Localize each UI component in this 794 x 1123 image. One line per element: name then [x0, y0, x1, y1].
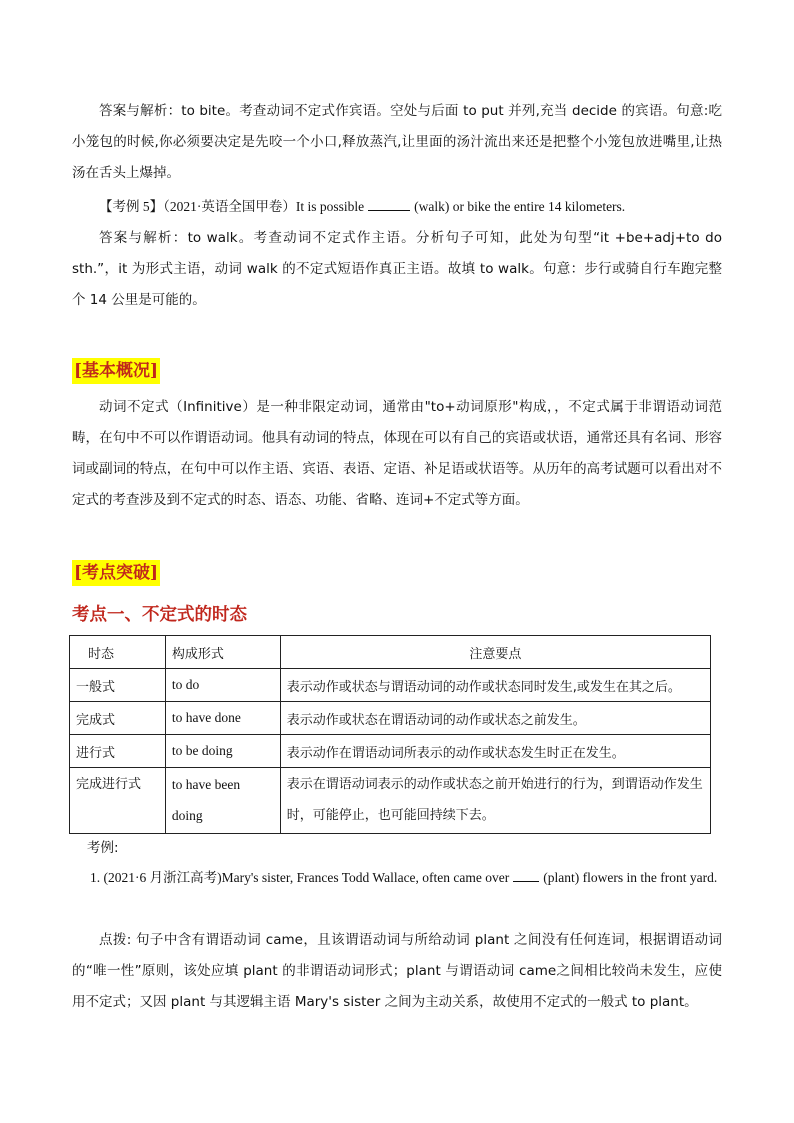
table-header-row	[70, 636, 711, 669]
table-cell: to be doing	[165, 735, 280, 768]
table-row	[70, 669, 711, 702]
table-row	[70, 768, 711, 834]
table-header-cell: 注意要点	[280, 636, 710, 669]
table-cell: to do	[165, 669, 280, 702]
table-row	[70, 702, 711, 735]
answer-blank	[368, 196, 410, 211]
table-cell: 表示动作或状态与谓语动词的动作或状态同时发生,或发生在其之后。	[280, 669, 710, 702]
example-5-line	[72, 191, 722, 222]
answer-blank	[513, 867, 539, 882]
section-heading: 考点一、不定式的时态	[72, 605, 247, 625]
table-cell: 完成进行式	[70, 768, 166, 834]
example-5-suffix: (walk) or bike the entire 14 kilometers.	[414, 199, 626, 214]
basic-overview-tag: [基本概况]	[72, 358, 160, 384]
question-1-suffix: (plant) flowers in the front yard.	[543, 870, 718, 885]
table-cell: 表示在谓语动词表示的动作或状态之前开始进行的行为，到谓语动作发生时，可能停止，也可能回持续下去。	[280, 768, 710, 834]
table-cell: to have done	[165, 702, 280, 735]
answer-analysis-paragraph-1: 答案与解析：to bite。考查动词不定式作宾语。空处与后面 to put 并列,充当 decide 的宾语。句意:吃小笼包的时候,你必须要决定是先咬一个小口,释放蒸汽,让里面的汤汁流出来还是把整个小笼包放进嘴里,让热汤在舌头上爆掉。	[72, 103, 722, 181]
table-cell: 完成式	[70, 702, 166, 735]
table-cell: 一般式	[70, 669, 166, 702]
question-1	[72, 862, 722, 893]
basic-overview-paragraph: 动词不定式（Infinitive）是一种非限定动词，通常由"to+动词原形"构成，，不定式属于非谓语动词范畴，在句中不可以作谓语动词。他具有动词的特点，体现在可以有自己的宾语或状语，通常还具有名词、形容词或副词的特点，在句中可以作主语、宾语、表语、定语、补足语或状语等。从历年的高考试题可以看出对不定式的考查涉及到不定式的时态、语态、功能、省略、连词+不定式等方面。	[72, 399, 722, 508]
table-cell: 表示动作在谓语动词所表示的动作或状态发生时正在发生。	[280, 735, 710, 768]
table-row	[70, 735, 711, 768]
table-cell: 表示动作或状态在谓语动词的动作或状态之前发生。	[280, 702, 710, 735]
answer-analysis-paragraph-2: 答案与解析：to walk。考查动词不定式作主语。分析句子可知，此处为句型“it +be+adj+to do sth.”，it 为形式主语，动词 walk 的不定式短语作真正主语。故填 to walk。句意：步行或骑自行车跑完整个 14 公里是可能的。	[72, 230, 722, 308]
table-header-cell: 时态	[70, 636, 166, 669]
table-cell: to have been doing	[165, 768, 280, 834]
tip-paragraph: 点拨: 句子中含有谓语动词 came，且该谓语动词与所给动词 plant 之间没有任何连词，根据谓语动词的“唯一性”原则，该处应填 plant 的非谓语动词形式；plant 与谓语动词 came之间相比较尚未发生，应使用不定式；又因 plant 与其逻辑主语 Mary's sister 之间为主动关系，故使用不定式的一般式 to plant。	[72, 932, 722, 1010]
tense-table	[69, 635, 711, 834]
question-1-prefix: 1. (2021·6 月浙江高考)Mary's sister, Frances Todd Wallace, often came over	[90, 870, 510, 885]
example-label: 考例:	[87, 840, 119, 856]
breakthrough-tag: [考点突破]	[72, 560, 160, 586]
example-5-prefix: 【考例 5】（2021·英语全国甲卷）It is possible	[99, 199, 365, 214]
table-cell: 进行式	[70, 735, 166, 768]
table-header-cell: 构成形式	[165, 636, 280, 669]
